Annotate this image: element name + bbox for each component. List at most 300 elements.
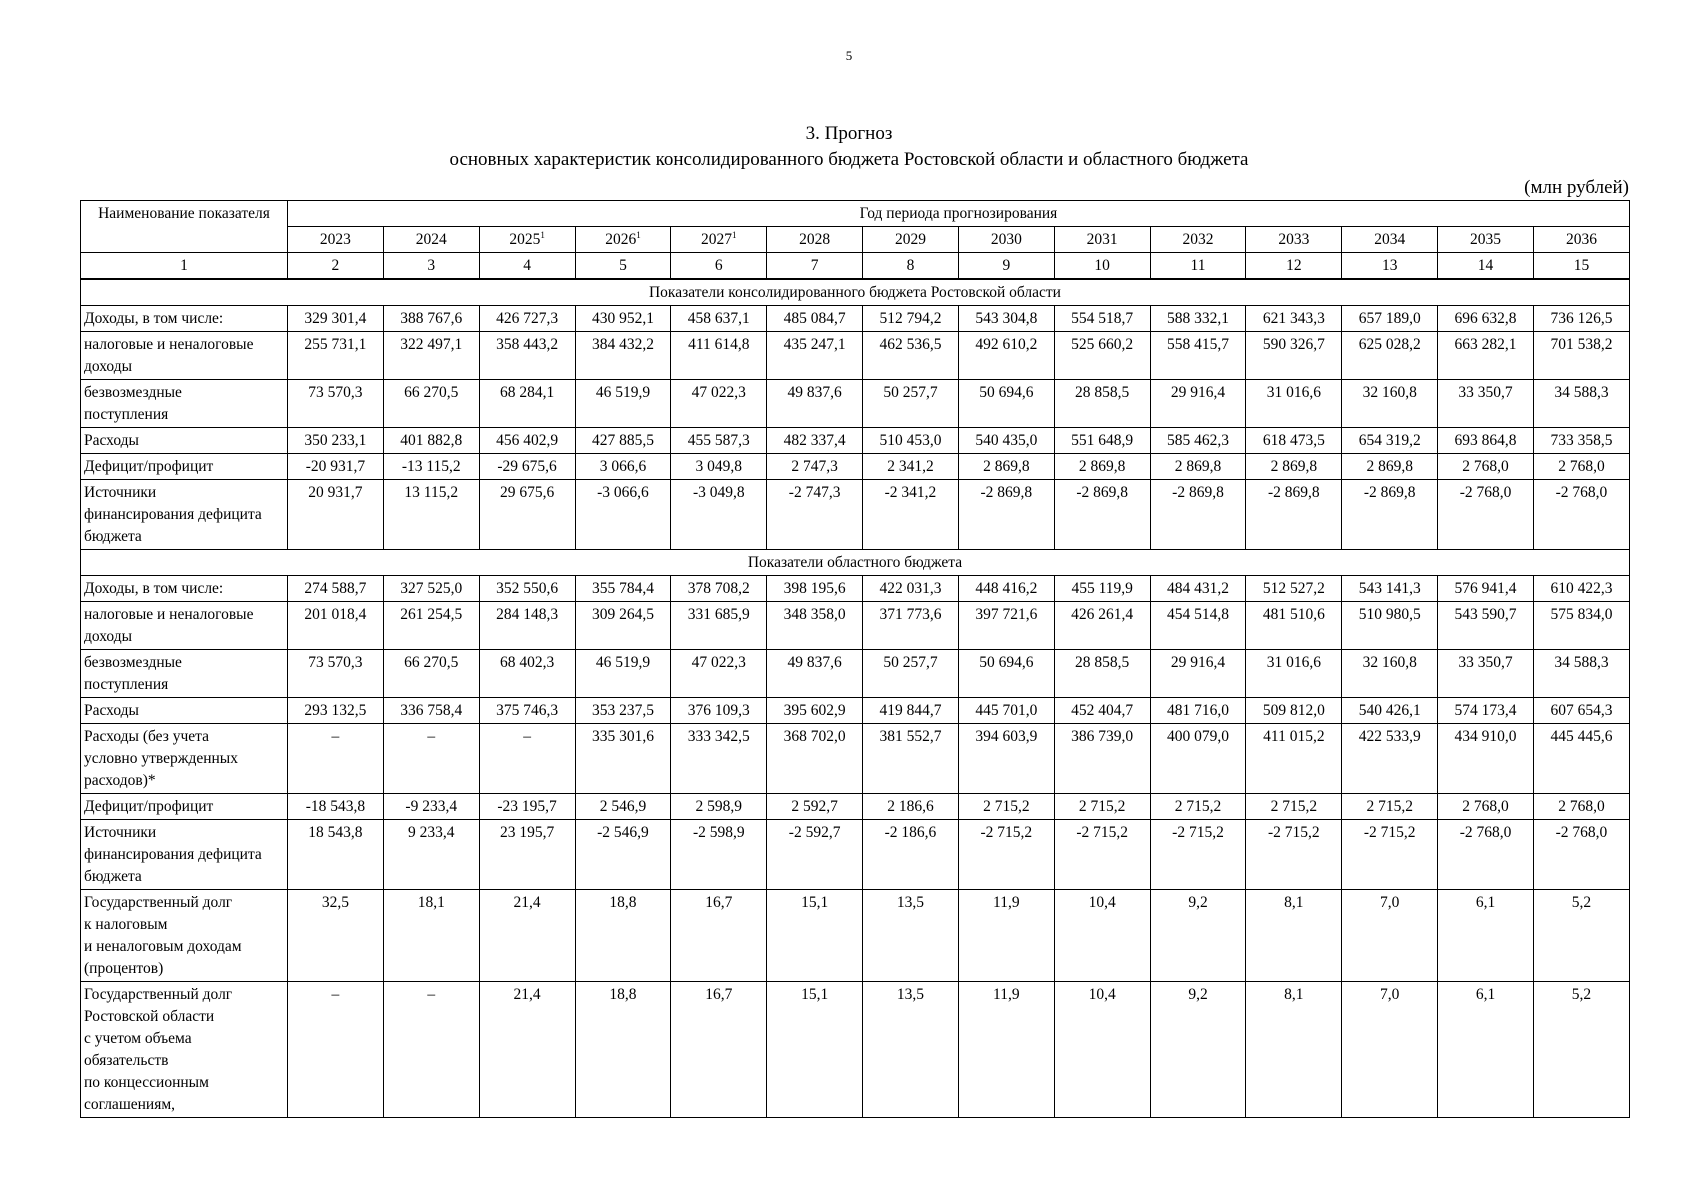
- value-cell: 11,9: [958, 890, 1054, 982]
- value-cell: -2 768,0: [1533, 480, 1629, 550]
- value-cell: 261 254,5: [383, 602, 479, 650]
- table-row: [81, 982, 1630, 1118]
- value-cell: 384 432,2: [575, 332, 671, 380]
- value-cell: 434 910,0: [1438, 724, 1534, 794]
- value-cell: 445 701,0: [958, 698, 1054, 724]
- column-number: 14: [1438, 253, 1534, 280]
- units-label: (млн рублей): [1524, 177, 1629, 198]
- column-number: 4: [479, 253, 575, 280]
- column-number: 6: [671, 253, 767, 280]
- indicator-name: безвозмездные поступления: [81, 650, 288, 698]
- indicator-name: Источники финансирования дефицита бюджета: [81, 480, 288, 550]
- value-cell: -2 592,7: [767, 820, 863, 890]
- value-cell: 31 016,6: [1246, 380, 1342, 428]
- value-cell: -2 715,2: [1150, 820, 1246, 890]
- value-cell: 509 812,0: [1246, 698, 1342, 724]
- value-cell: 33 350,7: [1438, 650, 1534, 698]
- value-cell: 46 519,9: [575, 380, 671, 428]
- value-cell: 2 869,8: [1246, 454, 1342, 480]
- year-header-2027: [671, 227, 767, 253]
- value-cell: 401 882,8: [383, 428, 479, 454]
- indicator-name: налоговые и неналоговые доходы: [81, 332, 288, 380]
- value-cell: 293 132,5: [288, 698, 384, 724]
- value-cell: 625 028,2: [1342, 332, 1438, 380]
- value-cell: 2 768,0: [1533, 794, 1629, 820]
- column-numbers-row: [81, 253, 1630, 280]
- value-cell: 375 746,3: [479, 698, 575, 724]
- year-label: 2025: [509, 231, 541, 248]
- value-cell: -2 715,2: [958, 820, 1054, 890]
- value-cell: 462 536,5: [863, 332, 959, 380]
- value-cell: -2 341,2: [863, 480, 959, 550]
- value-cell: 576 941,4: [1438, 576, 1534, 602]
- value-cell: 21,4: [479, 890, 575, 982]
- value-cell: 7,0: [1342, 982, 1438, 1118]
- indicator-name: Государственный долг Ростовской области с учетом объема обязательств по концессионным соглашениям,: [81, 982, 288, 1118]
- forecast-period-header: Год периода прогнозирования: [288, 201, 1630, 227]
- indicator-name: Государственный долг к налоговым и неналоговым доходам (процентов): [81, 890, 288, 982]
- value-cell: 8,1: [1246, 982, 1342, 1118]
- value-cell: 28 858,5: [1054, 380, 1150, 428]
- value-cell: -29 675,6: [479, 454, 575, 480]
- value-cell: -2 715,2: [1342, 820, 1438, 890]
- value-cell: 588 332,1: [1150, 306, 1246, 332]
- value-cell: 34 588,3: [1533, 650, 1629, 698]
- table-row: [81, 820, 1630, 890]
- indicator-name: безвозмездные поступления: [81, 380, 288, 428]
- value-cell: 558 415,7: [1150, 332, 1246, 380]
- value-cell: 452 404,7: [1054, 698, 1150, 724]
- value-cell: 2 341,2: [863, 454, 959, 480]
- value-cell: 20 931,7: [288, 480, 384, 550]
- value-cell: -2 546,9: [575, 820, 671, 890]
- value-cell: 485 084,7: [767, 306, 863, 332]
- footnote-marker: 1: [540, 230, 545, 240]
- value-cell: 5,2: [1533, 982, 1629, 1118]
- value-cell: 395 602,9: [767, 698, 863, 724]
- table-row: [81, 380, 1630, 428]
- value-cell: 47 022,3: [671, 650, 767, 698]
- value-cell: 29 916,4: [1150, 650, 1246, 698]
- value-cell: 736 126,5: [1533, 306, 1629, 332]
- value-cell: 2 715,2: [1054, 794, 1150, 820]
- indicator-name: Расходы: [81, 698, 288, 724]
- page-number: 5: [845, 48, 853, 63]
- value-cell: 73 570,3: [288, 380, 384, 428]
- value-cell: 657 189,0: [1342, 306, 1438, 332]
- value-cell: 49 837,6: [767, 380, 863, 428]
- year-label: 2030: [990, 231, 1022, 248]
- value-cell: 284 148,3: [479, 602, 575, 650]
- value-cell: 376 109,3: [671, 698, 767, 724]
- value-cell: 255 731,1: [288, 332, 384, 380]
- value-cell: 2 186,6: [863, 794, 959, 820]
- table-row: [81, 650, 1630, 698]
- value-cell: 543 141,3: [1342, 576, 1438, 602]
- value-cell: 512 794,2: [863, 306, 959, 332]
- value-cell: 575 834,0: [1533, 602, 1629, 650]
- indicator-name: Доходы, в том числе:: [81, 576, 288, 602]
- table-title: 3. Прогноз: [805, 123, 893, 144]
- value-cell: –: [288, 982, 384, 1118]
- value-cell: 394 603,9: [958, 724, 1054, 794]
- value-cell: 618 473,5: [1246, 428, 1342, 454]
- year-header-2036: [1533, 227, 1629, 253]
- value-cell: –: [383, 724, 479, 794]
- value-cell: 358 443,2: [479, 332, 575, 380]
- year-label: 2026: [605, 231, 637, 248]
- value-cell: 481 716,0: [1150, 698, 1246, 724]
- column-number: 7: [767, 253, 863, 280]
- value-cell: 28 858,5: [1054, 650, 1150, 698]
- value-cell: 693 864,8: [1438, 428, 1534, 454]
- value-cell: -2 869,8: [1342, 480, 1438, 550]
- value-cell: 327 525,0: [383, 576, 479, 602]
- value-cell: 585 462,3: [1150, 428, 1246, 454]
- column-number: 15: [1533, 253, 1629, 280]
- value-cell: -13 115,2: [383, 454, 479, 480]
- value-cell: 422 031,3: [863, 576, 959, 602]
- value-cell: 9 233,4: [383, 820, 479, 890]
- value-cell: 8,1: [1246, 890, 1342, 982]
- value-cell: 46 519,9: [575, 650, 671, 698]
- value-cell: 2 768,0: [1438, 794, 1534, 820]
- indicator-name: Источники финансирования дефицита бюджета: [81, 820, 288, 890]
- table-row: [81, 480, 1630, 550]
- value-cell: 400 079,0: [1150, 724, 1246, 794]
- value-cell: -2 869,8: [958, 480, 1054, 550]
- forecast-table: [80, 200, 1630, 1118]
- value-cell: 13,5: [863, 982, 959, 1118]
- value-cell: 543 590,7: [1438, 602, 1534, 650]
- value-cell: 2 869,8: [958, 454, 1054, 480]
- value-cell: 435 247,1: [767, 332, 863, 380]
- value-cell: 32 160,8: [1342, 380, 1438, 428]
- value-cell: 386 739,0: [1054, 724, 1150, 794]
- indicator-name: Расходы: [81, 428, 288, 454]
- column-number: 3: [383, 253, 479, 280]
- value-cell: 455 119,9: [1054, 576, 1150, 602]
- value-cell: 2 869,8: [1150, 454, 1246, 480]
- year-header-2032: [1150, 227, 1246, 253]
- year-label: 2035: [1470, 231, 1502, 248]
- value-cell: 73 570,3: [288, 650, 384, 698]
- value-cell: 2 592,7: [767, 794, 863, 820]
- year-label: 2027: [701, 231, 733, 248]
- value-cell: 411 015,2: [1246, 724, 1342, 794]
- year-header-2023: [288, 227, 384, 253]
- table-row: [81, 454, 1630, 480]
- table-row: [81, 602, 1630, 650]
- column-number: 13: [1342, 253, 1438, 280]
- value-cell: 368 702,0: [767, 724, 863, 794]
- value-cell: 543 304,8: [958, 306, 1054, 332]
- year-header-2025: [479, 227, 575, 253]
- value-cell: -23 195,7: [479, 794, 575, 820]
- value-cell: 66 270,5: [383, 650, 479, 698]
- table-row: [81, 698, 1630, 724]
- table-row: [81, 724, 1630, 794]
- value-cell: 50 257,7: [863, 650, 959, 698]
- year-label: 2024: [415, 231, 447, 248]
- year-label: 2031: [1086, 231, 1118, 248]
- year-header-2028: [767, 227, 863, 253]
- column-number: 1: [81, 253, 288, 280]
- value-cell: 426 261,4: [1054, 602, 1150, 650]
- value-cell: 10,4: [1054, 982, 1150, 1118]
- column-number: 9: [958, 253, 1054, 280]
- value-cell: -2 869,8: [1246, 480, 1342, 550]
- header-row: [81, 201, 1630, 227]
- value-cell: 2 715,2: [958, 794, 1054, 820]
- value-cell: -2 869,8: [1150, 480, 1246, 550]
- value-cell: 2 768,0: [1533, 454, 1629, 480]
- value-cell: 2 546,9: [575, 794, 671, 820]
- value-cell: -3 066,6: [575, 480, 671, 550]
- table-row: [81, 576, 1630, 602]
- value-cell: -3 049,8: [671, 480, 767, 550]
- value-cell: 47 022,3: [671, 380, 767, 428]
- value-cell: 333 342,5: [671, 724, 767, 794]
- value-cell: 50 694,6: [958, 380, 1054, 428]
- value-cell: 9,2: [1150, 982, 1246, 1118]
- value-cell: 16,7: [671, 982, 767, 1118]
- value-cell: 419 844,7: [863, 698, 959, 724]
- section-row: [81, 550, 1630, 576]
- value-cell: 663 282,1: [1438, 332, 1534, 380]
- value-cell: 329 301,4: [288, 306, 384, 332]
- year-label: 2023: [319, 231, 351, 248]
- value-cell: -2 598,9: [671, 820, 767, 890]
- year-label: 2029: [894, 231, 926, 248]
- value-cell: –: [383, 982, 479, 1118]
- year-label: 2028: [799, 231, 831, 248]
- value-cell: 2 715,2: [1342, 794, 1438, 820]
- indicator-name: Дефицит/профицит: [81, 454, 288, 480]
- value-cell: -2 186,6: [863, 820, 959, 890]
- value-cell: 15,1: [767, 890, 863, 982]
- value-cell: 510 980,5: [1342, 602, 1438, 650]
- value-cell: 10,4: [1054, 890, 1150, 982]
- value-cell: 68 284,1: [479, 380, 575, 428]
- table-row: [81, 890, 1630, 982]
- value-cell: 427 885,5: [575, 428, 671, 454]
- value-cell: 3 049,8: [671, 454, 767, 480]
- value-cell: 512 527,2: [1246, 576, 1342, 602]
- table-row: [81, 794, 1630, 820]
- value-cell: 7,0: [1342, 890, 1438, 982]
- value-cell: 50 257,7: [863, 380, 959, 428]
- value-cell: 274 588,7: [288, 576, 384, 602]
- value-cell: 397 721,6: [958, 602, 1054, 650]
- value-cell: 445 445,6: [1533, 724, 1629, 794]
- year-header-2031: [1054, 227, 1150, 253]
- section-row: [81, 279, 1630, 306]
- value-cell: 540 426,1: [1342, 698, 1438, 724]
- year-header-2033: [1246, 227, 1342, 253]
- indicator-name: налоговые и неналоговые доходы: [81, 602, 288, 650]
- value-cell: 18,8: [575, 982, 671, 1118]
- value-cell: 378 708,2: [671, 576, 767, 602]
- year-header-2035: [1438, 227, 1534, 253]
- value-cell: 68 402,3: [479, 650, 575, 698]
- value-cell: -2 747,3: [767, 480, 863, 550]
- value-cell: 34 588,3: [1533, 380, 1629, 428]
- indicator-name: Расходы (без учета условно утвержденных расходов)*: [81, 724, 288, 794]
- footnote-marker: 1: [636, 230, 641, 240]
- value-cell: 610 422,3: [1533, 576, 1629, 602]
- value-cell: 201 018,4: [288, 602, 384, 650]
- year-header-2026: [575, 227, 671, 253]
- value-cell: 411 614,8: [671, 332, 767, 380]
- value-cell: 696 632,8: [1438, 306, 1534, 332]
- value-cell: 32,5: [288, 890, 384, 982]
- value-cell: 2 869,8: [1054, 454, 1150, 480]
- value-cell: 18 543,8: [288, 820, 384, 890]
- value-cell: 525 660,2: [1054, 332, 1150, 380]
- value-cell: 21,4: [479, 982, 575, 1118]
- value-cell: 2 715,2: [1150, 794, 1246, 820]
- value-cell: 18,8: [575, 890, 671, 982]
- value-cell: 2 768,0: [1438, 454, 1534, 480]
- value-cell: 551 648,9: [1054, 428, 1150, 454]
- value-cell: 66 270,5: [383, 380, 479, 428]
- year-label: 2033: [1278, 231, 1310, 248]
- value-cell: 2 869,8: [1342, 454, 1438, 480]
- value-cell: 654 319,2: [1342, 428, 1438, 454]
- year-label: 2032: [1182, 231, 1214, 248]
- value-cell: 32 160,8: [1342, 650, 1438, 698]
- value-cell: 701 538,2: [1533, 332, 1629, 380]
- value-cell: 422 533,9: [1342, 724, 1438, 794]
- value-cell: 23 195,7: [479, 820, 575, 890]
- value-cell: 454 514,8: [1150, 602, 1246, 650]
- value-cell: 16,7: [671, 890, 767, 982]
- value-cell: 15,1: [767, 982, 863, 1118]
- value-cell: 9,2: [1150, 890, 1246, 982]
- value-cell: -2 768,0: [1533, 820, 1629, 890]
- value-cell: 348 358,0: [767, 602, 863, 650]
- value-cell: 6,1: [1438, 982, 1534, 1118]
- indicator-name-header: Наименование показателя: [81, 201, 288, 253]
- value-cell: -20 931,7: [288, 454, 384, 480]
- year-header-2029: [863, 227, 959, 253]
- footnote-marker: 1: [732, 230, 737, 240]
- years-row: [81, 227, 1630, 253]
- indicator-name: Дефицит/профицит: [81, 794, 288, 820]
- value-cell: 6,1: [1438, 890, 1534, 982]
- value-cell: -2 715,2: [1054, 820, 1150, 890]
- value-cell: 398 195,6: [767, 576, 863, 602]
- table-row: [81, 428, 1630, 454]
- value-cell: 448 416,2: [958, 576, 1054, 602]
- value-cell: 481 510,6: [1246, 602, 1342, 650]
- value-cell: -2 715,2: [1246, 820, 1342, 890]
- value-cell: 574 173,4: [1438, 698, 1534, 724]
- value-cell: 11,9: [958, 982, 1054, 1118]
- table-subtitle: основных характеристик консолидированного бюджета Ростовской области и областного бюджета: [449, 149, 1249, 170]
- column-number: 10: [1054, 253, 1150, 280]
- year-label: 2034: [1374, 231, 1406, 248]
- year-header-2030: [958, 227, 1054, 253]
- value-cell: 3 066,6: [575, 454, 671, 480]
- value-cell: 371 773,6: [863, 602, 959, 650]
- value-cell: 50 694,6: [958, 650, 1054, 698]
- value-cell: 510 453,0: [863, 428, 959, 454]
- value-cell: -2 768,0: [1438, 480, 1534, 550]
- table-row: [81, 306, 1630, 332]
- value-cell: 430 952,1: [575, 306, 671, 332]
- section-title: Показатели областного бюджета: [81, 550, 1630, 576]
- value-cell: 31 016,6: [1246, 650, 1342, 698]
- value-cell: 484 431,2: [1150, 576, 1246, 602]
- value-cell: 13 115,2: [383, 480, 479, 550]
- value-cell: 33 350,7: [1438, 380, 1534, 428]
- indicator-name: Доходы, в том числе:: [81, 306, 288, 332]
- value-cell: 335 301,6: [575, 724, 671, 794]
- value-cell: 426 727,3: [479, 306, 575, 332]
- value-cell: 733 358,5: [1533, 428, 1629, 454]
- value-cell: 621 343,3: [1246, 306, 1342, 332]
- column-number: 11: [1150, 253, 1246, 280]
- value-cell: 540 435,0: [958, 428, 1054, 454]
- value-cell: 456 402,9: [479, 428, 575, 454]
- column-number: 2: [288, 253, 384, 280]
- value-cell: 2 747,3: [767, 454, 863, 480]
- value-cell: 352 550,6: [479, 576, 575, 602]
- value-cell: -2 869,8: [1054, 480, 1150, 550]
- value-cell: 350 233,1: [288, 428, 384, 454]
- value-cell: 492 610,2: [958, 332, 1054, 380]
- value-cell: -9 233,4: [383, 794, 479, 820]
- value-cell: 29 675,6: [479, 480, 575, 550]
- value-cell: 607 654,3: [1533, 698, 1629, 724]
- column-number: 8: [863, 253, 959, 280]
- value-cell: –: [479, 724, 575, 794]
- year-label: 2036: [1565, 231, 1597, 248]
- value-cell: 49 837,6: [767, 650, 863, 698]
- value-cell: 482 337,4: [767, 428, 863, 454]
- value-cell: 309 264,5: [575, 602, 671, 650]
- value-cell: 353 237,5: [575, 698, 671, 724]
- value-cell: 590 326,7: [1246, 332, 1342, 380]
- value-cell: 554 518,7: [1054, 306, 1150, 332]
- value-cell: 455 587,3: [671, 428, 767, 454]
- column-number: 5: [575, 253, 671, 280]
- value-cell: 458 637,1: [671, 306, 767, 332]
- value-cell: 322 497,1: [383, 332, 479, 380]
- value-cell: 355 784,4: [575, 576, 671, 602]
- value-cell: 331 685,9: [671, 602, 767, 650]
- value-cell: 381 552,7: [863, 724, 959, 794]
- value-cell: -2 768,0: [1438, 820, 1534, 890]
- value-cell: 336 758,4: [383, 698, 479, 724]
- table-row: [81, 332, 1630, 380]
- value-cell: 388 767,6: [383, 306, 479, 332]
- value-cell: 2 715,2: [1246, 794, 1342, 820]
- value-cell: 13,5: [863, 890, 959, 982]
- value-cell: 18,1: [383, 890, 479, 982]
- year-header-2024: [383, 227, 479, 253]
- value-cell: –: [288, 724, 384, 794]
- column-number: 12: [1246, 253, 1342, 280]
- year-header-2034: [1342, 227, 1438, 253]
- value-cell: -18 543,8: [288, 794, 384, 820]
- section-title: Показатели консолидированного бюджета Ростовской области: [81, 279, 1630, 306]
- value-cell: 29 916,4: [1150, 380, 1246, 428]
- value-cell: 5,2: [1533, 890, 1629, 982]
- value-cell: 2 598,9: [671, 794, 767, 820]
